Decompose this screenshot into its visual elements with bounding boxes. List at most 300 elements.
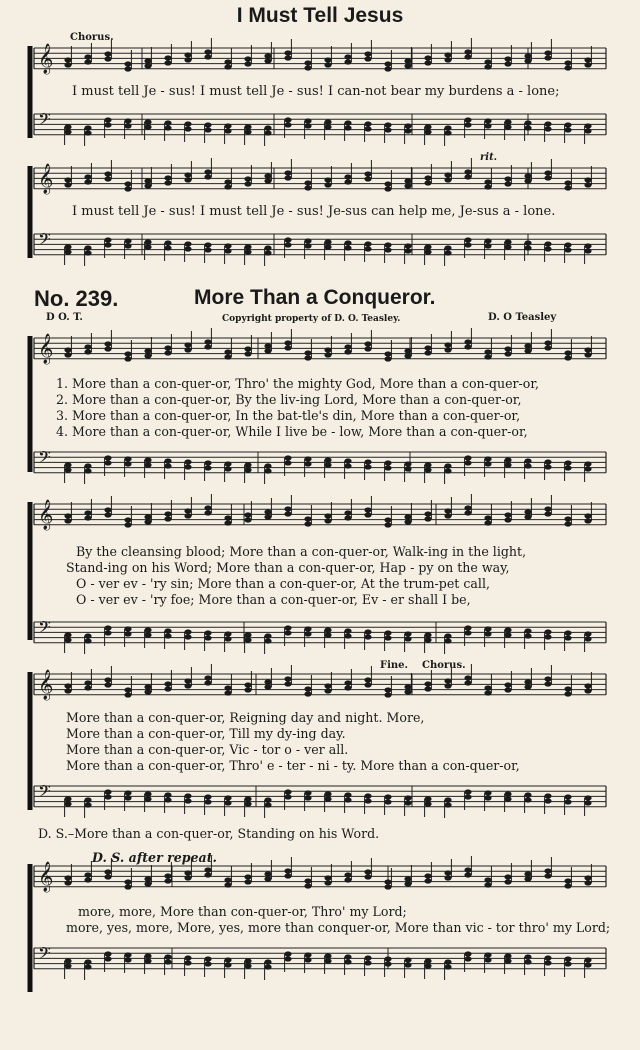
note-head — [444, 508, 451, 513]
note-head — [224, 690, 231, 695]
note-head — [324, 632, 331, 637]
note-head — [524, 959, 531, 964]
note-head — [204, 799, 211, 804]
note-head — [164, 954, 171, 959]
note-head — [264, 173, 271, 178]
note-head — [284, 345, 291, 350]
note-head — [164, 458, 171, 463]
note-head — [484, 877, 491, 882]
note-head — [104, 682, 111, 687]
note-head — [104, 625, 111, 630]
note-head — [104, 242, 111, 247]
note-head — [184, 634, 191, 639]
note-head — [424, 462, 431, 467]
note-head — [164, 120, 171, 125]
note-head — [144, 353, 151, 358]
note-head — [364, 629, 371, 634]
note-head — [164, 959, 171, 964]
note-head — [164, 350, 171, 355]
note-head — [524, 463, 531, 468]
note-head — [384, 956, 391, 961]
note-head — [84, 515, 91, 520]
note-head — [244, 462, 251, 467]
note-head — [144, 953, 151, 958]
note-head — [144, 63, 151, 68]
note-head — [224, 515, 231, 520]
note-head — [84, 179, 91, 184]
note-head — [524, 245, 531, 250]
note-head — [264, 876, 271, 881]
note-head — [504, 627, 511, 632]
note-head — [344, 240, 351, 245]
note-head — [384, 460, 391, 465]
note-head — [224, 461, 231, 466]
note-head — [344, 515, 351, 520]
note-head — [464, 339, 471, 344]
note-head — [484, 515, 491, 520]
note-head — [404, 123, 411, 128]
note-head — [204, 465, 211, 470]
note-head — [144, 519, 151, 524]
note-head — [184, 347, 191, 352]
note-head — [364, 341, 371, 346]
note-head — [164, 180, 171, 185]
note-head — [64, 182, 71, 187]
note-head — [264, 348, 271, 353]
note-head — [524, 628, 531, 633]
note-head — [584, 631, 591, 636]
note-head — [304, 456, 311, 461]
note-head — [224, 184, 231, 189]
note-head — [204, 127, 211, 132]
note-head — [384, 635, 391, 640]
note-head — [484, 118, 491, 123]
note-head — [364, 682, 371, 687]
note-head — [264, 245, 271, 250]
note-head — [64, 347, 71, 352]
note-head — [104, 677, 111, 682]
note-head — [124, 795, 131, 800]
note-head — [204, 54, 211, 59]
note-head — [204, 169, 211, 174]
note-head — [384, 351, 391, 356]
note-head — [404, 876, 411, 881]
note-head — [104, 176, 111, 181]
note-head — [464, 117, 471, 122]
note-head — [164, 878, 171, 883]
note-head — [484, 690, 491, 695]
note-head — [444, 797, 451, 802]
note-head — [84, 877, 91, 882]
note-head — [424, 637, 431, 642]
note-head — [584, 800, 591, 805]
note-head — [364, 512, 371, 517]
note-head — [564, 878, 571, 883]
note-head — [144, 124, 151, 129]
note-head — [544, 793, 551, 798]
note-head — [344, 877, 351, 882]
note-head — [384, 66, 391, 71]
note-head — [124, 517, 131, 522]
note-head — [584, 688, 591, 693]
note-head — [544, 241, 551, 246]
note-head — [144, 791, 151, 796]
note-head — [204, 49, 211, 54]
note-head — [324, 182, 331, 187]
note-head — [524, 876, 531, 881]
bass-clef-icon: 𝄢 — [38, 229, 51, 253]
note-head — [204, 247, 211, 252]
note-head — [124, 456, 131, 461]
note-head — [404, 519, 411, 524]
note-head — [284, 175, 291, 180]
note-head — [504, 457, 511, 462]
note-head — [104, 794, 111, 799]
note-head — [84, 245, 91, 250]
note-head — [104, 956, 111, 961]
note-head — [464, 49, 471, 54]
note-head — [464, 242, 471, 247]
note-head — [124, 884, 131, 889]
note-head — [64, 124, 71, 129]
note-head — [124, 692, 131, 697]
note-head — [484, 64, 491, 69]
clef-icon: 𝄞 — [38, 670, 54, 700]
note-head — [64, 518, 71, 523]
note-head — [124, 626, 131, 631]
note-head — [224, 64, 231, 69]
note-head — [364, 677, 371, 682]
note-head — [164, 60, 171, 65]
rit-label: rit. — [480, 152, 498, 163]
note-head — [344, 179, 351, 184]
note-head — [264, 509, 271, 514]
note-head — [464, 505, 471, 510]
note-head — [124, 118, 131, 123]
note-head — [244, 56, 251, 61]
verse-line: more, more, More than con-quer-or, Thro' my Lord; — [78, 904, 407, 919]
note-head — [524, 797, 531, 802]
note-head — [504, 953, 511, 958]
note-head — [124, 123, 131, 128]
note-head — [444, 347, 451, 352]
note-head — [504, 462, 511, 467]
note-head — [204, 344, 211, 349]
note-head — [364, 126, 371, 131]
note-head — [524, 679, 531, 684]
note-head — [244, 687, 251, 692]
note-head — [404, 128, 411, 133]
note-head — [564, 883, 571, 888]
note-head — [444, 57, 451, 62]
note-head — [364, 346, 371, 351]
note-head — [224, 179, 231, 184]
note-head — [424, 350, 431, 355]
note-head — [104, 507, 111, 512]
note-head — [464, 867, 471, 872]
note-head — [444, 463, 451, 468]
note-head — [524, 954, 531, 959]
note-head — [324, 688, 331, 693]
note-head — [104, 51, 111, 56]
note-head — [304, 686, 311, 691]
note-head — [444, 683, 451, 688]
note-head — [564, 242, 571, 247]
note-head — [224, 520, 231, 525]
note-head — [324, 796, 331, 801]
note-head — [324, 57, 331, 62]
note-head — [324, 457, 331, 462]
note-head — [344, 125, 351, 130]
note-head — [164, 628, 171, 633]
note-head — [564, 516, 571, 521]
note-head — [544, 175, 551, 180]
clef-icon: 𝄞 — [38, 164, 54, 194]
note-head — [584, 683, 591, 688]
note-head — [144, 684, 151, 689]
note-head — [484, 238, 491, 243]
note-head — [544, 55, 551, 60]
note-head — [84, 125, 91, 130]
note-head — [64, 244, 71, 249]
note-head — [484, 354, 491, 359]
note-head — [104, 122, 111, 127]
note-head — [584, 461, 591, 466]
note-head — [64, 57, 71, 62]
note-head — [124, 61, 131, 66]
note-head — [244, 879, 251, 884]
copyright-note: Copyright property of D. O. Teasley. — [222, 314, 401, 324]
note-head — [324, 683, 331, 688]
note-head — [464, 237, 471, 242]
note-head — [324, 119, 331, 124]
note-head — [404, 243, 411, 248]
note-head — [144, 958, 151, 963]
note-head — [404, 684, 411, 689]
note-head — [284, 122, 291, 127]
note-head — [264, 178, 271, 183]
note-head — [104, 874, 111, 879]
note-head — [204, 339, 211, 344]
note-head — [124, 461, 131, 466]
note-head — [524, 173, 531, 178]
note-head — [484, 349, 491, 354]
note-head — [104, 460, 111, 465]
note-head — [384, 181, 391, 186]
note-head — [344, 680, 351, 685]
note-head — [64, 801, 71, 806]
note-head — [384, 884, 391, 889]
note-head — [224, 795, 231, 800]
note-head — [304, 350, 311, 355]
note-head — [524, 240, 531, 245]
note-head — [364, 56, 371, 61]
note-head — [84, 344, 91, 349]
note-head — [564, 355, 571, 360]
note-head — [144, 689, 151, 694]
note-head — [164, 873, 171, 878]
note-head — [344, 872, 351, 877]
note-head — [464, 54, 471, 59]
note-head — [224, 685, 231, 690]
note-head — [504, 124, 511, 129]
note-head — [464, 675, 471, 680]
note-head — [364, 793, 371, 798]
note-head — [284, 340, 291, 345]
note-head — [524, 53, 531, 58]
note-head — [344, 797, 351, 802]
note-head — [204, 867, 211, 872]
note-head — [584, 248, 591, 253]
note-head — [184, 955, 191, 960]
note-head — [184, 508, 191, 513]
note-head — [564, 65, 571, 70]
note-head — [224, 631, 231, 636]
note-head — [264, 964, 271, 969]
note-head — [584, 123, 591, 128]
note-head — [364, 507, 371, 512]
note-head — [164, 345, 171, 350]
note-head — [264, 130, 271, 135]
note-head — [284, 625, 291, 630]
note-head — [84, 250, 91, 255]
note-head — [444, 638, 451, 643]
note-head — [524, 125, 531, 130]
composer-credit: D. O Teasley — [488, 312, 557, 323]
note-head — [564, 60, 571, 65]
fine-label: Fine. — [380, 660, 409, 671]
note-head — [484, 461, 491, 466]
note-head — [584, 243, 591, 248]
note-head — [204, 956, 211, 961]
note-head — [424, 796, 431, 801]
note-head — [364, 51, 371, 56]
note-head — [564, 956, 571, 961]
note-head — [264, 514, 271, 519]
note-head — [404, 957, 411, 962]
note-head — [404, 183, 411, 188]
note-head — [264, 463, 271, 468]
note-head — [404, 466, 411, 471]
note-head — [584, 795, 591, 800]
note-head — [444, 633, 451, 638]
note-head — [284, 50, 291, 55]
bass-clef-icon: 𝄢 — [38, 447, 51, 471]
note-head — [524, 458, 531, 463]
note-head — [404, 881, 411, 886]
note-head — [184, 172, 191, 177]
note-head — [504, 791, 511, 796]
note-head — [544, 511, 551, 516]
note-head — [404, 795, 411, 800]
note-head — [144, 348, 151, 353]
note-head — [324, 352, 331, 357]
note-head — [424, 60, 431, 65]
note-head — [184, 798, 191, 803]
note-head — [484, 952, 491, 957]
note-head — [64, 249, 71, 254]
note-head — [324, 513, 331, 518]
note-head — [564, 686, 571, 691]
note-head — [504, 517, 511, 522]
note-head — [184, 875, 191, 880]
note-head — [544, 629, 551, 634]
note-head — [244, 249, 251, 254]
note-head — [584, 513, 591, 518]
note-head — [84, 130, 91, 135]
note-head — [184, 870, 191, 875]
note-head — [244, 512, 251, 517]
note-head — [444, 468, 451, 473]
note-head — [144, 881, 151, 886]
note-head — [524, 343, 531, 348]
note-head — [484, 59, 491, 64]
note-head — [564, 127, 571, 132]
lyric-line-2: I must tell Je - sus! I must tell Je - sus! Je-sus can help me, Je-sus a - lone. — [72, 204, 556, 219]
note-head — [164, 175, 171, 180]
note-head — [364, 246, 371, 251]
clef-icon: 𝄞 — [38, 44, 54, 74]
note-head — [84, 685, 91, 690]
note-head — [244, 351, 251, 356]
note-head — [304, 521, 311, 526]
note-head — [504, 351, 511, 356]
note-head — [464, 680, 471, 685]
note-head — [364, 955, 371, 960]
verse-line: O - ver ev - 'ry foe; More than a con-quer-or, Ev - er shall I be, — [76, 592, 471, 607]
note-head — [64, 462, 71, 467]
note-head — [504, 796, 511, 801]
note-head — [404, 631, 411, 636]
note-head — [444, 125, 451, 130]
note-head — [584, 352, 591, 357]
note-head — [204, 174, 211, 179]
note-head — [524, 120, 531, 125]
note-head — [424, 129, 431, 134]
verse-line: Stand-ing on his Word; More than a con-quer-or, Hap - py on the way, — [66, 560, 510, 575]
note-head — [504, 119, 511, 124]
note-head — [144, 178, 151, 183]
note-head — [524, 514, 531, 519]
note-head — [124, 238, 131, 243]
note-head — [564, 799, 571, 804]
note-head — [144, 58, 151, 63]
note-head — [424, 180, 431, 185]
note-head — [284, 873, 291, 878]
note-head — [164, 125, 171, 130]
note-head — [164, 245, 171, 250]
note-head — [304, 952, 311, 957]
note-head — [524, 684, 531, 689]
note-head — [344, 349, 351, 354]
note-head — [504, 512, 511, 517]
verse-line: 2. More than a con-quer-or, By the liv-ing Lord, More than a con-quer-or, — [56, 392, 522, 407]
note-head — [284, 170, 291, 175]
note-head — [504, 61, 511, 66]
note-head — [584, 57, 591, 62]
note-head — [304, 60, 311, 65]
note-head — [84, 463, 91, 468]
hymn-number: No. 239. — [34, 286, 119, 311]
note-head — [124, 952, 131, 957]
bass-clef-icon: 𝄢 — [38, 781, 51, 805]
note-head — [284, 242, 291, 247]
note-head — [324, 518, 331, 523]
note-head — [244, 129, 251, 134]
note-head — [244, 682, 251, 687]
note-head — [264, 959, 271, 964]
note-head — [504, 239, 511, 244]
